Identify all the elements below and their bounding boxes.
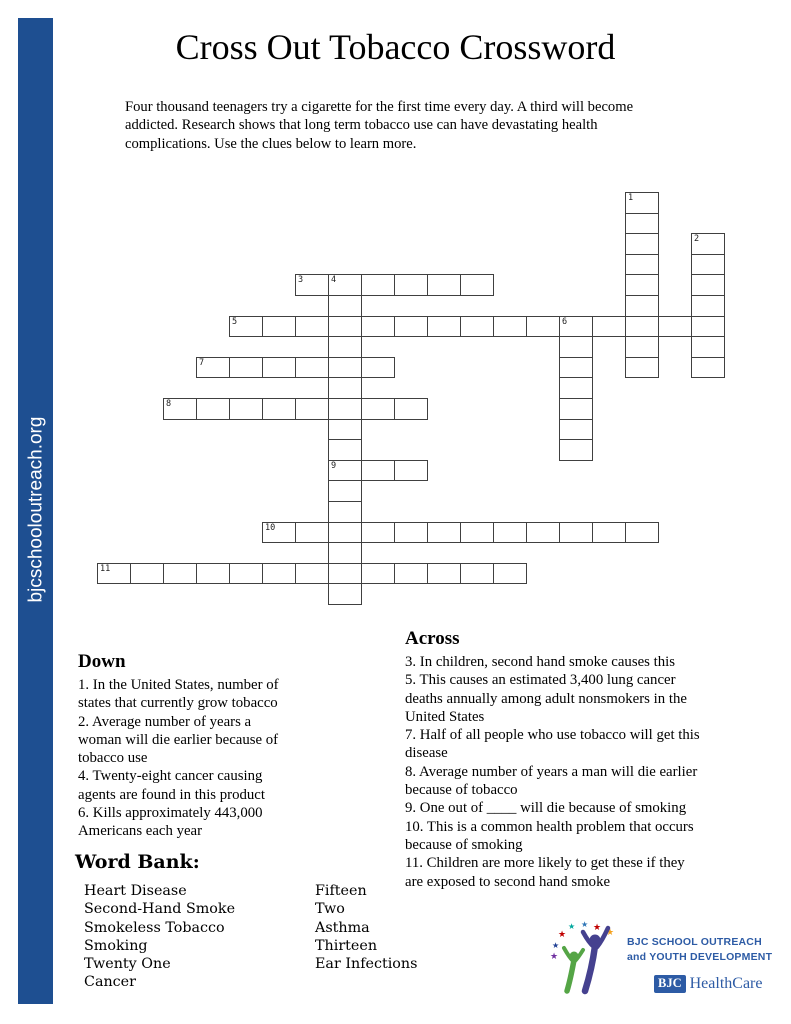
across-clue: 5. This causes an estimated 3,400 lung cancer deaths annually among adult nonsmokers in the United States	[405, 672, 687, 725]
word-bank-item: Twenty One	[84, 956, 171, 973]
crossword-cell[interactable]	[559, 439, 593, 461]
crossword-cell[interactable]	[361, 398, 395, 420]
crossword-cell[interactable]	[295, 563, 329, 585]
crossword-cell[interactable]	[361, 274, 395, 296]
crossword-cell[interactable]	[592, 522, 626, 544]
across-heading: Across	[405, 628, 460, 649]
crossword-cell[interactable]	[625, 336, 659, 358]
crossword-cell[interactable]	[229, 357, 263, 379]
bjc-logo-block	[548, 917, 773, 1007]
crossword-cell[interactable]	[427, 522, 461, 544]
crossword-clue-number: 9	[331, 460, 337, 471]
crossword-cell[interactable]	[691, 316, 725, 338]
crossword-cell[interactable]	[196, 398, 230, 420]
crossword-cell[interactable]	[328, 357, 362, 379]
bjc-healthcare-logo	[654, 975, 762, 993]
down-clue: 2. Average number of years a woman will die earlier because of tobacco use	[78, 713, 279, 767]
crossword-cell[interactable]	[526, 316, 560, 338]
crossword-cell[interactable]	[625, 274, 659, 296]
crossword-cell[interactable]	[625, 254, 659, 276]
crossword-cell[interactable]	[262, 522, 296, 544]
crossword-cell[interactable]	[559, 398, 593, 420]
word-bank-item: Fifteen	[315, 883, 367, 899]
crossword-cell[interactable]	[427, 563, 461, 585]
crossword-clue-number: 4	[331, 275, 337, 286]
crossword-cell[interactable]	[658, 316, 692, 338]
crossword-cell[interactable]	[328, 316, 362, 338]
crossword-cell[interactable]	[328, 377, 362, 399]
page-title: Cross Out Tobacco Crossword	[175, 27, 616, 67]
crossword-cell[interactable]	[394, 316, 428, 338]
intro-paragraph: Four thousand teenagers try a cigarette for the first time every day. A third will become addicted. Research shows that long term tobacco use can have devastating health complications. Use the clues below to learn more.	[125, 99, 634, 152]
crossword-clue-number: 8	[166, 399, 172, 409]
crossword-cell[interactable]	[427, 316, 461, 338]
logo-line1: BJC SCHOOL OUTREACH	[627, 936, 762, 948]
crossword-cell[interactable]	[361, 563, 395, 585]
crossword-cell[interactable]	[559, 357, 593, 379]
crossword-cell[interactable]	[328, 295, 362, 317]
word-bank-item: Asthma	[315, 919, 370, 936]
crossword-cell[interactable]	[559, 336, 593, 358]
crossword-clue-number: 6	[562, 316, 568, 327]
crossword-cell[interactable]	[328, 583, 362, 605]
crossword-cell[interactable]	[361, 522, 395, 544]
crossword-cell[interactable]	[130, 563, 164, 585]
word-bank-section	[75, 851, 495, 991]
crossword-cell[interactable]	[559, 419, 593, 441]
crossword-cell[interactable]	[493, 316, 527, 338]
crossword-cell[interactable]	[328, 274, 362, 296]
crossword-cell[interactable]	[295, 398, 329, 420]
crossword-cell[interactable]	[196, 357, 230, 379]
crossword-cell[interactable]	[625, 316, 659, 338]
word-bank-item: Second-Hand Smoke	[84, 901, 236, 918]
crossword-cell[interactable]	[625, 522, 659, 544]
crossword-cell[interactable]	[460, 274, 494, 296]
crossword-cell[interactable]	[691, 274, 725, 296]
crossword-clue-number: 1	[628, 193, 634, 203]
crossword-cell[interactable]	[691, 357, 725, 379]
crossword-cell[interactable]	[559, 377, 593, 399]
crossword-cell[interactable]	[295, 274, 329, 296]
svg-text:★: ★	[558, 929, 567, 939]
word-bank-item: Heart Disease	[84, 883, 187, 899]
crossword-cell[interactable]	[163, 398, 197, 420]
crossword-cell[interactable]	[394, 398, 428, 420]
crossword-cell[interactable]	[328, 439, 362, 461]
crossword-cell[interactable]	[361, 460, 395, 482]
logo-wordmark	[627, 935, 772, 965]
crossword-cell[interactable]	[328, 480, 362, 502]
crossword-cell[interactable]	[691, 336, 725, 358]
logo-line2: and YOUTH DEVELOPMENT	[627, 951, 773, 963]
crossword-cell[interactable]	[229, 398, 263, 420]
across-clue: 7. Half of all people who use tobacco will get this disease	[405, 727, 700, 762]
crossword-clue-number: 10	[265, 522, 276, 533]
crossword-cell[interactable]	[625, 357, 659, 379]
svg-text:★: ★	[568, 922, 576, 931]
crossword-cell[interactable]	[328, 563, 362, 585]
crossword-cell[interactable]	[526, 522, 560, 544]
crossword-cell[interactable]	[691, 295, 725, 317]
crossword-cell[interactable]	[493, 563, 527, 585]
down-clue-list	[78, 676, 293, 841]
crossword-cell[interactable]	[328, 336, 362, 358]
word-bank-item: Two	[315, 901, 345, 918]
svg-text:★: ★	[552, 941, 560, 950]
crossword-cell[interactable]	[328, 542, 362, 564]
crossword-cell[interactable]	[361, 357, 395, 379]
crossword-cell[interactable]	[97, 563, 131, 585]
crossword-cell[interactable]	[625, 233, 659, 255]
across-clue: 8. Average number of years a man will die earlier because of tobacco	[405, 763, 698, 799]
crossword-cell[interactable]	[427, 274, 461, 296]
word-bank-item: Ear Infections	[315, 956, 418, 973]
crossword-cell[interactable]	[394, 522, 428, 544]
down-clue: 4. Twenty-eight cancer causing agents are found in this product	[78, 768, 265, 803]
down-clue: 1. In the United States, number of states that currently grow tobacco	[78, 677, 279, 712]
bjc-school-outreach-logo-icon	[548, 917, 622, 997]
word-bank-column-2	[315, 882, 417, 973]
bjc-box-logo: BJC	[654, 975, 686, 993]
down-clue: 6. Kills approximately 443,000 Americans each year	[78, 805, 263, 840]
crossword-cell[interactable]	[592, 316, 626, 338]
sidebar-bar	[18, 18, 53, 1004]
crossword-cell[interactable]	[559, 316, 593, 338]
crossword-cell[interactable]	[262, 563, 296, 585]
crossword-cell[interactable]	[328, 501, 362, 523]
crossword-cell[interactable]	[625, 192, 659, 214]
crossword-cell[interactable]	[691, 233, 725, 255]
crossword-cell[interactable]	[262, 357, 296, 379]
crossword-cell[interactable]	[460, 563, 494, 585]
crossword-cell[interactable]	[328, 419, 362, 441]
word-bank-item: Smoking	[84, 937, 148, 954]
crossword-cell[interactable]	[625, 213, 659, 235]
crossword-clue-number: 3	[298, 275, 304, 286]
crossword-cell[interactable]	[328, 398, 362, 420]
crossword-cell[interactable]	[229, 316, 263, 338]
crossword-cell[interactable]	[295, 522, 329, 544]
across-clue: 11. Children are more likely to get these if they are exposed to second hand smoke	[405, 855, 685, 890]
across-clue: 10. This is a common health problem that occurs because of smoking	[405, 818, 694, 853]
crossword-cell[interactable]	[295, 316, 329, 338]
crossword-cell[interactable]	[559, 522, 593, 544]
crossword-cell[interactable]	[394, 563, 428, 585]
word-bank-item: Thirteen	[315, 937, 378, 954]
across-clue: 9. One out of ____ will die because of smoking	[405, 800, 687, 817]
word-bank-item: Smokeless Tobacco	[84, 919, 225, 936]
svg-text:★: ★	[581, 920, 589, 929]
crossword-clue-number: 5	[232, 316, 238, 327]
crossword-cell[interactable]	[394, 460, 428, 482]
svg-text:★: ★	[550, 951, 559, 961]
crossword-clue-number: 11	[100, 563, 111, 574]
word-bank-item: Cancer	[84, 974, 136, 991]
crossword-cell[interactable]	[691, 254, 725, 276]
crossword-cell[interactable]	[394, 274, 428, 296]
svg-text:★: ★	[606, 927, 615, 937]
crossword-clue-number: 2	[694, 234, 700, 245]
crossword-cell[interactable]	[625, 295, 659, 317]
word-bank-column-1	[84, 882, 235, 992]
crossword-cell[interactable]	[460, 522, 494, 544]
crossword-cell[interactable]	[196, 563, 230, 585]
crossword-clue-number: 7	[199, 357, 205, 368]
crossword-cell[interactable]	[460, 316, 494, 338]
word-bank-heading: Word Bank:	[75, 851, 200, 873]
crossword-cell[interactable]	[262, 316, 296, 338]
crossword-cell[interactable]	[163, 563, 197, 585]
crossword-cell[interactable]	[328, 522, 362, 544]
crossword-cell[interactable]	[328, 460, 362, 482]
healthcare-label: HealthCare	[689, 975, 763, 992]
crossword-cell[interactable]	[295, 357, 329, 379]
crossword-cell[interactable]	[361, 316, 395, 338]
down-clues-section	[78, 651, 293, 841]
down-heading: Down	[78, 651, 126, 672]
crossword-cell[interactable]	[493, 522, 527, 544]
svg-text:★: ★	[593, 922, 602, 932]
sidebar-url: bjcschooloutreach.org	[25, 416, 47, 603]
across-clue: 3. In children, second hand smoke causes this	[405, 654, 675, 670]
crossword-cell[interactable]	[229, 563, 263, 585]
crossword-cell[interactable]	[262, 398, 296, 420]
